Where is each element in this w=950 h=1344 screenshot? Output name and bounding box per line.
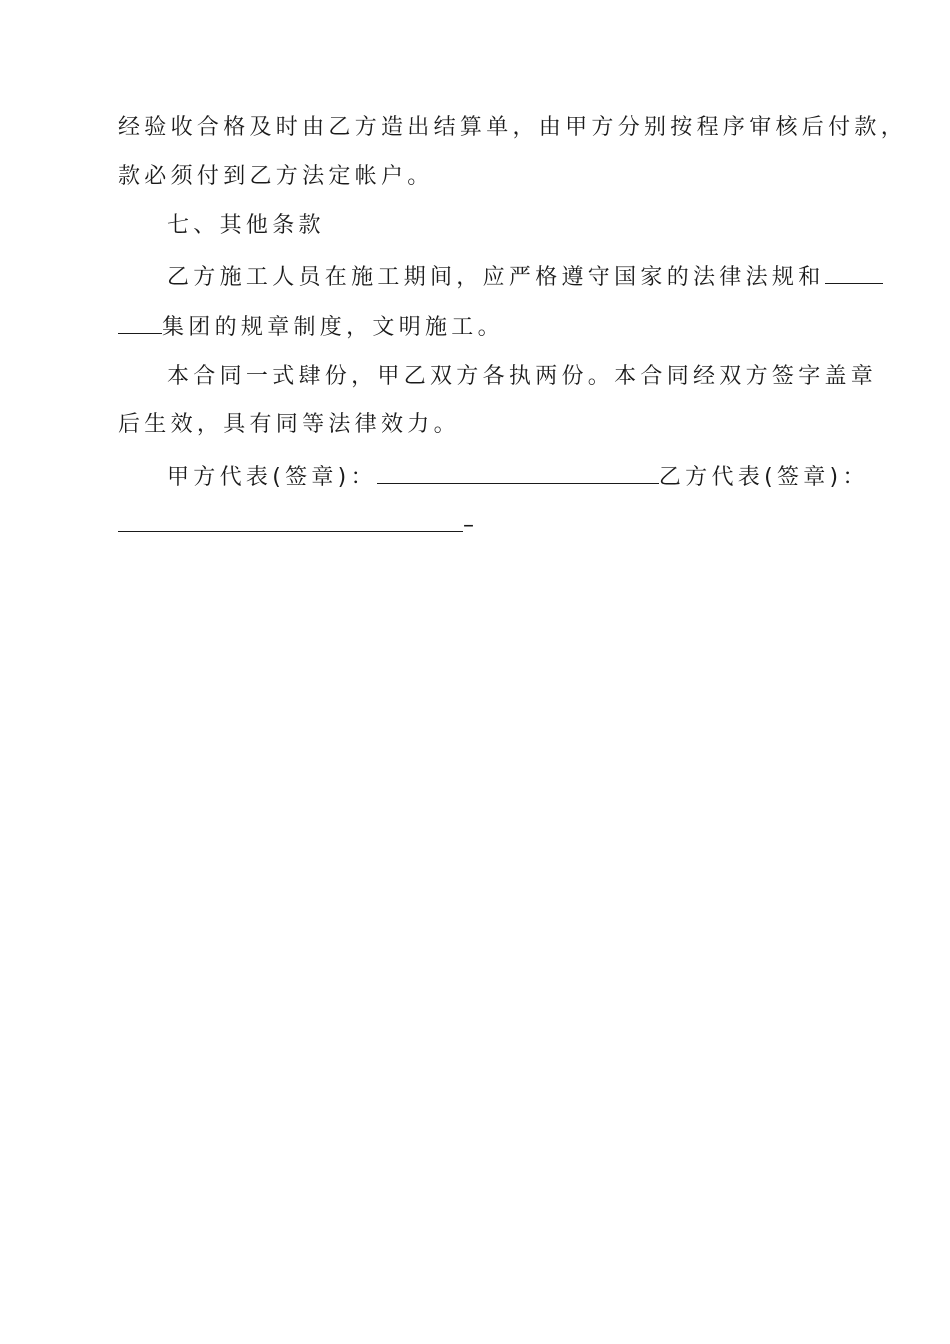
paragraph-line bbox=[167, 261, 883, 293]
fill-in-blank[interactable] bbox=[118, 311, 162, 334]
paragraph-text: 乙方施工人员在施工期间，应严格遵守国家的法律法规和 bbox=[167, 265, 825, 290]
paragraph-line: 后生效，具有同等法律效力。 bbox=[118, 412, 460, 437]
party-b-signature-blank[interactable] bbox=[118, 509, 463, 532]
party-b-signature-label: 乙方代表(签章)： bbox=[658, 465, 869, 490]
section-heading: 七、其他条款 bbox=[167, 213, 325, 238]
paragraph-line: 本合同一式肆份，甲乙双方各执两份。本合同经双方签字盖章 bbox=[167, 364, 878, 389]
paragraph-line: 款必须付到乙方法定帐户。 bbox=[118, 164, 434, 189]
signature-line bbox=[167, 461, 869, 493]
paragraph-line: 经验收合格及时由乙方造出结算单，由甲方分别按程序审核后付款， bbox=[118, 115, 908, 140]
party-a-signature-blank[interactable] bbox=[377, 461, 659, 484]
paragraph-line bbox=[118, 311, 504, 343]
paragraph-text: 集团的规章制度，文明施工。 bbox=[162, 315, 504, 340]
party-a-signature-label: 甲方代表(签章)： bbox=[167, 465, 377, 490]
fill-in-blank[interactable] bbox=[825, 261, 883, 284]
signature-continuation bbox=[118, 509, 478, 541]
trailing-mark: – bbox=[463, 513, 479, 538]
